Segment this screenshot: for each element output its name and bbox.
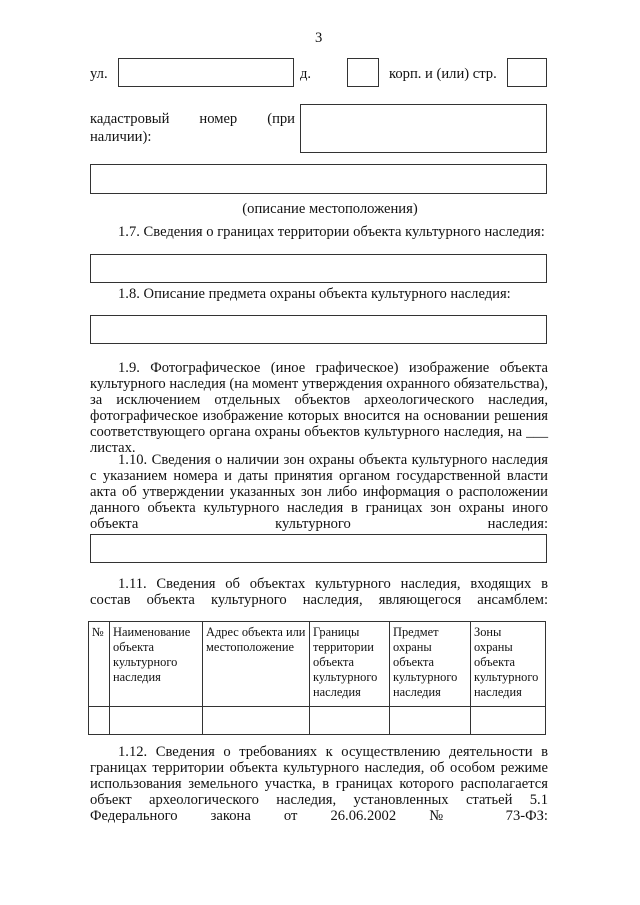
- cadastral-label-line2: наличии):: [90, 129, 152, 145]
- col-address: Адрес объекта или местоположение: [203, 622, 310, 707]
- house-field[interactable]: [347, 58, 379, 87]
- protection-zones-field[interactable]: [90, 534, 547, 563]
- location-caption: (описание местоположения): [242, 201, 418, 217]
- table-cell[interactable]: [110, 707, 203, 735]
- table-cell[interactable]: [390, 707, 471, 735]
- protection-subject-field[interactable]: [90, 315, 547, 344]
- street-field[interactable]: [118, 58, 294, 87]
- table-header-row: [89, 622, 546, 707]
- page-number: 3: [315, 30, 323, 46]
- table-cell[interactable]: [203, 707, 310, 735]
- table-cell[interactable]: [471, 707, 546, 735]
- ensemble-objects-table: [88, 621, 546, 735]
- col-name: Наименование объекта культурного наследия: [110, 622, 203, 707]
- col-protection-zones: Зоны охраны объекта культурного наследия: [471, 622, 546, 707]
- location-field[interactable]: [90, 164, 547, 194]
- col-protection-subject: Предмет охраны объекта культурного наследия: [390, 622, 471, 707]
- territory-boundaries-field[interactable]: [90, 254, 547, 283]
- cadastral-number-field[interactable]: [300, 104, 547, 153]
- table-cell[interactable]: [310, 707, 390, 735]
- table-cell[interactable]: [89, 707, 110, 735]
- col-boundaries: Границы территории объекта культурного наследия: [310, 622, 390, 707]
- table-row: [89, 707, 546, 735]
- section-1-7: 1.7. Сведения о границах территории объекта культурного наследия:: [118, 224, 545, 240]
- cadastral-label-line1: кадастровый номер (при: [90, 111, 295, 127]
- section-1-8: 1.8. Описание предмета охраны объекта культурного наследия:: [118, 286, 511, 302]
- section-1-9: 1.9. Фотографическое (иное графическое) изображение объекта культурного наследия (на момент утверждения охранного обязательства), за исключением отдельных объектов археологического наследия, фотографическое изображение которых вносится на основании решения соответствующего органа охраны объектов культурного наследия, на ___ листах.: [90, 360, 548, 456]
- section-1-12: 1.12. Сведения о требованиях к осуществлению деятельности в границах территории объекта культурного наследия, об особом режиме использования земельного участка, в границах которого располагается объект археологического наследия, установленных статьей 5.1 Федерального закона от 26.06.2002 № 73-ФЗ:: [90, 744, 548, 824]
- building-label: корп. и (или) стр.: [389, 66, 497, 82]
- section-1-10: 1.10. Сведения о наличии зон охраны объекта культурного наследия с указанием номера и даты принятия органом государственной власти акта об утверждении указанных зон либо информация о расположении данного объекта культурного наследия в границах зон охраны иного объекта культурного наследия:: [90, 452, 548, 532]
- house-label: д.: [300, 66, 312, 82]
- col-number: №: [89, 622, 110, 707]
- street-label: ул.: [90, 66, 108, 82]
- building-field[interactable]: [507, 58, 547, 87]
- section-1-11: 1.11. Сведения об объектах культурного наследия, входящих в состав объекта культурного наследия, являющегося ансамблем:: [90, 576, 548, 608]
